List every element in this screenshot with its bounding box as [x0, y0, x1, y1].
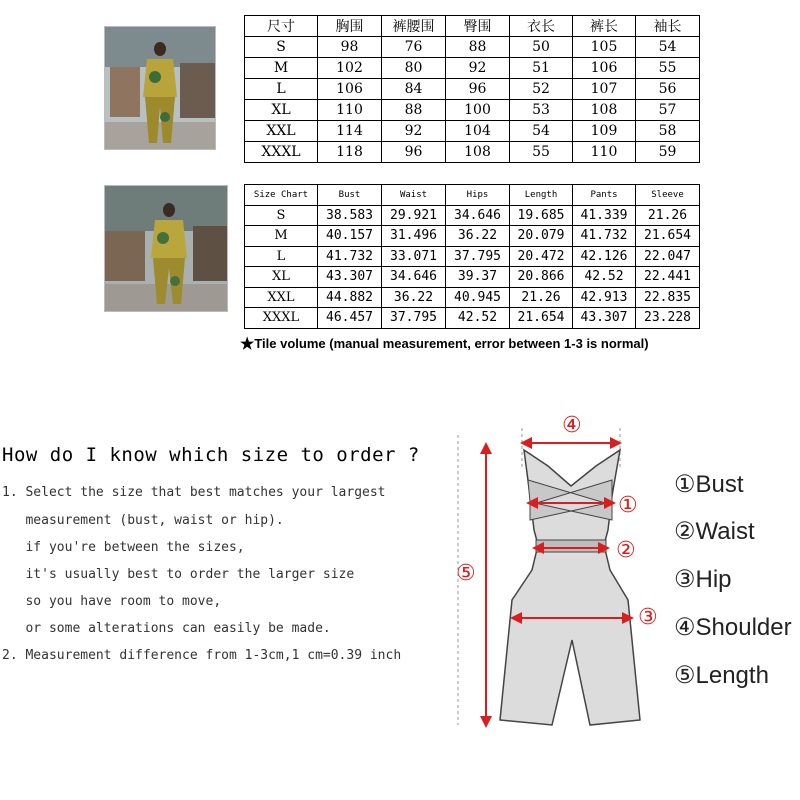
size-cell: XXXL [245, 142, 318, 163]
header-cell: 衣长 [510, 16, 573, 37]
table-cell: 53 [510, 100, 573, 121]
header-cell: Bust [318, 185, 382, 206]
size-guide-line: so you have room to move, [2, 594, 222, 609]
table-cell: 34.646 [446, 205, 510, 226]
table-cell: 58 [636, 121, 700, 142]
header-cell: Size Chart [245, 185, 318, 206]
table-row [245, 79, 700, 100]
table-cell: 109 [573, 121, 636, 142]
marker-length: ⑤ [456, 561, 476, 586]
table-cell: 57 [636, 100, 700, 121]
size-guide-title: How do I know which size to order ? [2, 444, 420, 466]
table-cell: 37.795 [382, 308, 446, 329]
table-cell: 54 [510, 121, 573, 142]
table-cell: 88 [446, 37, 510, 58]
table-cell: 21.654 [510, 308, 573, 329]
header-cell: 裤腰围 [382, 16, 446, 37]
table-row [245, 246, 700, 267]
jumpsuit-outline [500, 450, 640, 725]
table-cell: 20.079 [510, 226, 573, 247]
table-cell: 108 [573, 100, 636, 121]
legend-hip: ③Hip [674, 566, 732, 593]
table-cell: 105 [573, 37, 636, 58]
table-cell: 96 [382, 142, 446, 163]
header-cell: Hips [446, 185, 510, 206]
table-cell: 39.37 [446, 267, 510, 288]
table-cell: 107 [573, 79, 636, 100]
legend-bust: ①Bust [674, 471, 744, 498]
table-cell: 38.583 [318, 205, 382, 226]
legend-waist: ②Waist [674, 518, 755, 545]
legend-length: ⑤Length [674, 662, 769, 689]
table-cell: 22.441 [636, 267, 700, 288]
table-cell: 21.26 [636, 205, 700, 226]
table-cell: 88 [382, 100, 446, 121]
table-cell: 40.945 [446, 287, 510, 308]
table-cell: 40.157 [318, 226, 382, 247]
size-cell: M [245, 226, 318, 247]
table-cell: 110 [573, 142, 636, 163]
table-cell: 55 [510, 142, 573, 163]
size-cell: XL [245, 267, 318, 288]
table-cell: 59 [636, 142, 700, 163]
table-cell: 20.866 [510, 267, 573, 288]
table-cell: 98 [318, 37, 382, 58]
size-guide-line: or some alterations can easily be made. [2, 621, 331, 636]
table-cell: 51 [510, 58, 573, 79]
table-cell: 110 [318, 100, 382, 121]
size-guide-line: if you're between the sizes, [2, 540, 245, 555]
table-cell: 41.339 [573, 205, 636, 226]
table-cell: 36.22 [446, 226, 510, 247]
table-row [245, 308, 700, 329]
table-cell: 54 [636, 37, 700, 58]
table-cell: 29.921 [382, 205, 446, 226]
size-guide-line: 1. Select the size that best matches your largest [2, 485, 386, 500]
table-cell: 42.913 [573, 287, 636, 308]
table-cell: 106 [318, 79, 382, 100]
product-photo-bottom-image [105, 186, 227, 311]
header-cell: Pants [573, 185, 636, 206]
table-cell: 42.52 [573, 267, 636, 288]
table-cell: 114 [318, 121, 382, 142]
header-cell: Length [510, 185, 573, 206]
header-cell: 臀围 [446, 16, 510, 37]
table-cell: 33.071 [382, 246, 446, 267]
size-table-inch [244, 184, 700, 329]
table-row [245, 121, 700, 142]
table-cell: 43.307 [318, 267, 382, 288]
table-cell: 108 [446, 142, 510, 163]
size-cell: L [245, 79, 318, 100]
size-guide-line: 2. Measurement difference from 1-3cm,1 cm=0.39 inch [2, 648, 402, 663]
size-cell: XL [245, 100, 318, 121]
size-cell: S [245, 37, 318, 58]
table-row [245, 142, 700, 163]
table-cell: 19.685 [510, 205, 573, 226]
table-cell: 104 [446, 121, 510, 142]
table-cell: 102 [318, 58, 382, 79]
size-cell: XXL [245, 287, 318, 308]
product-photo-top-image [105, 27, 215, 149]
legend-shoulder: ④Shoulder [674, 614, 792, 641]
table-cell: 55 [636, 58, 700, 79]
measurement-diagram [440, 400, 670, 740]
size-cell: M [245, 58, 318, 79]
size-cell: XXXL [245, 308, 318, 329]
marker-shoulder: ④ [562, 413, 582, 438]
table-cell: 41.732 [573, 226, 636, 247]
header-cell: 裤长 [573, 16, 636, 37]
size-guide-line: measurement (bust, waist or hip). [2, 513, 284, 528]
table-cell: 34.646 [382, 267, 446, 288]
table-row [245, 205, 700, 226]
size-table-cm [244, 15, 700, 163]
table-row [245, 226, 700, 247]
table-cell: 44.882 [318, 287, 382, 308]
table-cell: 42.126 [573, 246, 636, 267]
measurement-note-text: Tile volume (manual measurement, error between 1-3 is normal) [254, 336, 649, 351]
table-row [245, 267, 700, 288]
table-cell: 50 [510, 37, 573, 58]
table-cell: 36.22 [382, 287, 446, 308]
jumpsuit-waistband [536, 540, 606, 552]
table-cell: 76 [382, 37, 446, 58]
table-cell: 96 [446, 79, 510, 100]
product-photo-bottom [104, 185, 228, 312]
table-cell: 22.835 [636, 287, 700, 308]
table-header-row [245, 185, 700, 206]
marker-hip: ③ [638, 605, 658, 630]
table-cell: 92 [446, 58, 510, 79]
table-cell: 43.307 [573, 308, 636, 329]
table-cell: 23.228 [636, 308, 700, 329]
measurement-note [240, 334, 649, 354]
table-cell: 41.732 [318, 246, 382, 267]
table-cell: 21.26 [510, 287, 573, 308]
star-icon: ★ [240, 336, 255, 353]
table-cell: 37.795 [446, 246, 510, 267]
table-cell: 46.457 [318, 308, 382, 329]
marker-waist: ② [616, 538, 636, 563]
size-guide-line: it's usually best to order the larger size [2, 567, 355, 582]
table-cell: 92 [382, 121, 446, 142]
table-row [245, 58, 700, 79]
size-cell: XXL [245, 121, 318, 142]
table-cell: 20.472 [510, 246, 573, 267]
table-cell: 42.52 [446, 308, 510, 329]
size-cell: S [245, 205, 318, 226]
table-cell: 52 [510, 79, 573, 100]
header-cell: 胸围 [318, 16, 382, 37]
table-cell: 56 [636, 79, 700, 100]
marker-bust: ① [618, 493, 638, 518]
table-cell: 21.654 [636, 226, 700, 247]
product-photo-top [104, 26, 216, 150]
table-cell: 80 [382, 58, 446, 79]
table-cell: 31.496 [382, 226, 446, 247]
header-cell: 袖长 [636, 16, 700, 37]
table-row [245, 37, 700, 58]
table-cell: 84 [382, 79, 446, 100]
header-cell: Waist [382, 185, 446, 206]
table-row [245, 287, 700, 308]
table-header-row [245, 16, 700, 37]
header-cell: Sleeve [636, 185, 700, 206]
table-row [245, 100, 700, 121]
table-cell: 100 [446, 100, 510, 121]
table-cell: 106 [573, 58, 636, 79]
table-cell: 22.047 [636, 246, 700, 267]
size-cell: L [245, 246, 318, 267]
header-cell: 尺寸 [245, 16, 318, 37]
table-cell: 118 [318, 142, 382, 163]
